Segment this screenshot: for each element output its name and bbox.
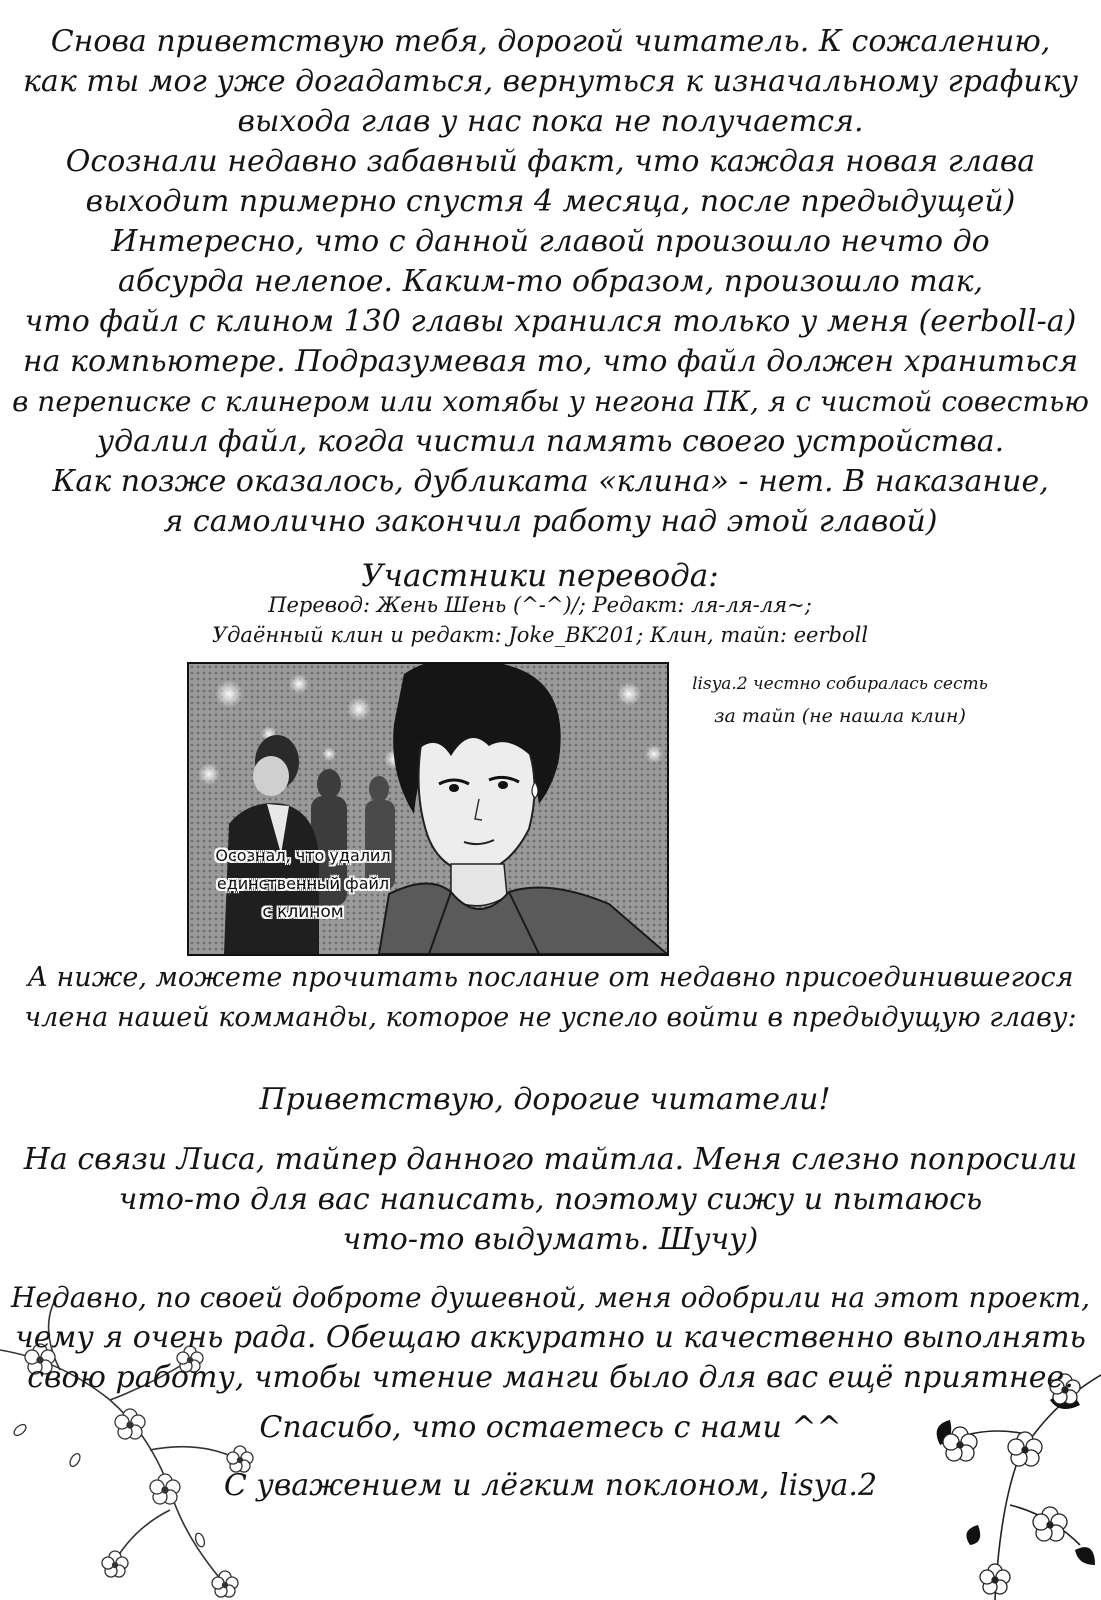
intro-note bbox=[0, 22, 1101, 542]
message-greeting: Приветствую, дорогие читатели! bbox=[259, 1082, 831, 1117]
credits-line: Удаённый клин и редакт: Joke_BK201; Клин, тайп: eerboll bbox=[211, 623, 869, 647]
message-paragraph bbox=[0, 1278, 1101, 1398]
manga-panel bbox=[187, 662, 669, 956]
side-note-line: lisya.2 честно собиралась сесть bbox=[692, 674, 988, 694]
intro-line: как ты мог уже догадаться, вернуться к изначальному графику bbox=[23, 64, 1078, 99]
message-paragraph bbox=[0, 1140, 1101, 1260]
message-intro bbox=[0, 958, 1101, 1038]
intro-line: Интересно, что с данной главой произошло нечто до bbox=[111, 224, 990, 259]
message-intro-line: А ниже, можете прочитать послание от недавно присоединившегося bbox=[27, 962, 1074, 993]
caption-line: с клином bbox=[262, 902, 344, 922]
intro-line: Снова приветствую тебя, дорогой читатель. К сожалению, bbox=[50, 24, 1051, 59]
intro-line: я самолично закончил работу над этой главой) bbox=[163, 504, 938, 539]
intro-line: выходит примерно спустя 4 месяца, после предыдущей) bbox=[85, 184, 1016, 219]
message-line: чему я очень рада. Обещаю аккуратно и качественно выполнять bbox=[15, 1320, 1086, 1355]
intro-line: Осознали недавно забавный факт, что каждая новая глава bbox=[65, 144, 1036, 179]
intro-line: удалил файл, когда чистил память своего устройства. bbox=[96, 424, 1005, 459]
message-line: На связи Лиса, тайпер данного тайтла. Меня слезно попросили bbox=[23, 1142, 1078, 1177]
intro-line: что файл с клином 130 главы хранился только у меня (eerboll-a) bbox=[24, 304, 1077, 339]
caption-line: Осознал, что удалил bbox=[215, 846, 391, 865]
intro-line: в переписке с клинером или хотябы у негона ПК, я с чистой совестью bbox=[12, 385, 1089, 418]
credits-line: Перевод: Жень Шень (^-^)/; Редакт: ля-ля-ля~; bbox=[268, 593, 812, 617]
credits-list bbox=[0, 590, 1080, 650]
message-line: свою работу, чтобы чтение манги было для вас ещё приятнее. bbox=[27, 1360, 1074, 1395]
intro-line: на компьютере. Подразумевая то, что файл должен храниться bbox=[22, 344, 1079, 379]
caption-line: единственный файл bbox=[216, 874, 390, 893]
intro-line: абсурда нелепое. Каким-то образом, произошло так, bbox=[117, 264, 984, 299]
side-note bbox=[680, 668, 1000, 732]
intro-line: Как позже оказалось, дубликата «клина» - нет. В наказание, bbox=[52, 464, 1049, 499]
credits-heading: Участники перевода: bbox=[361, 558, 719, 594]
message-thanks: Спасибо, что остаетесь с нами ^^ bbox=[259, 1410, 842, 1445]
panel-caption bbox=[203, 842, 403, 926]
message-line: Недавно, по своей доброте душевной, меня одобрили на этот проект, bbox=[10, 1281, 1091, 1314]
message-intro-line: члена нашей комманды, которое не успело войти в предыдущую главу: bbox=[24, 1002, 1077, 1033]
message-line: что-то для вас написать, поэтому сижу и пытаюсь bbox=[118, 1182, 983, 1217]
message-signature: С уважением и лёгким поклоном, lisya.2 bbox=[223, 1468, 878, 1503]
message-line: что-то выдумать. Шучу) bbox=[342, 1222, 759, 1257]
side-note-line: за тайп (не нашла клин) bbox=[714, 705, 966, 727]
intro-line: выхода глав у нас пока не получается. bbox=[237, 104, 864, 139]
